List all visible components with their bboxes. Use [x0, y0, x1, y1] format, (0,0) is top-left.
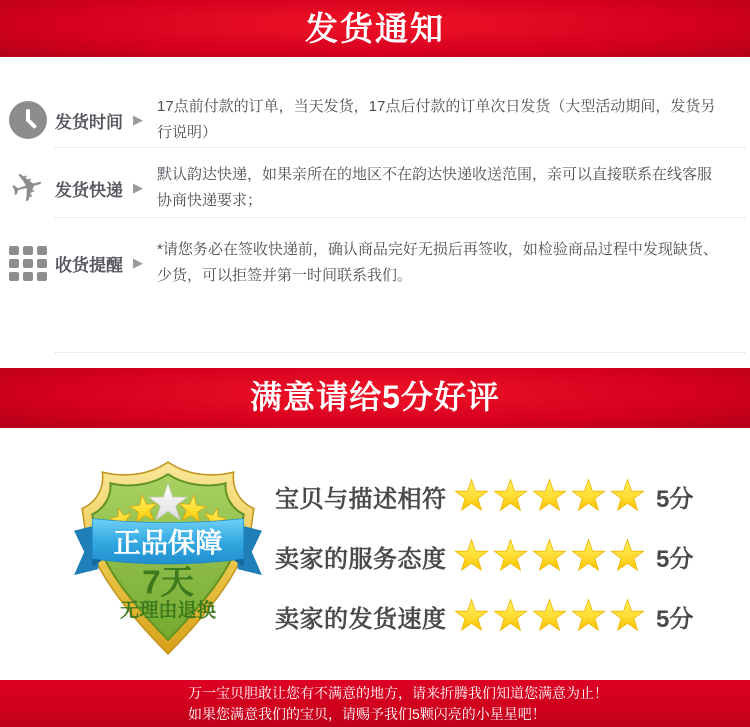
notice-label: 收货提醒: [55, 255, 123, 275]
authenticity-badge: [70, 458, 266, 660]
rating-score: 5分: [656, 605, 694, 633]
footer-line-2: 如果您满意我们的宝贝，请赐予我们5颗闪亮的小星星吧！: [188, 706, 546, 722]
notice-label: 发货时间: [55, 112, 123, 132]
footer-note: [0, 680, 750, 727]
star-icon: [570, 598, 607, 635]
star-rating: [453, 478, 646, 515]
badge-return-text: 无理由退换: [120, 600, 216, 622]
divider: [55, 147, 745, 148]
rating-score: 5分: [656, 485, 694, 513]
star-rating: [453, 538, 646, 575]
star-icon: [492, 538, 529, 575]
star-icon: [609, 538, 646, 575]
notice-label: 发货快递: [55, 180, 123, 200]
airplane-icon: ✈: [5, 162, 50, 214]
divider: [55, 352, 745, 353]
star-icon: [570, 538, 607, 575]
header-banner: [0, 0, 750, 57]
rating-score: 5分: [656, 545, 694, 573]
badge-ribbon-text: 正品保障: [113, 526, 223, 558]
divider: [55, 217, 745, 218]
page-title: 发货通知: [305, 10, 445, 47]
chevron-right-icon: ▶: [133, 255, 143, 270]
footer-line-1: 万一宝贝胆敢让您有不满意的地方，请来折腾我们知道您满意为止！: [188, 685, 608, 701]
rating-row-description: [275, 474, 693, 518]
notice-row-shipping-time: [0, 92, 750, 148]
star-icon: [453, 598, 490, 635]
star-icon: [492, 598, 529, 635]
rating-label: 宝贝与描述相符: [275, 485, 447, 513]
chevron-right-icon: ▶: [133, 112, 143, 127]
notice-text: 默认韵达快递，如果亲所在的地区不在韵达快递收送范围，亲可以直接联系在线客服协商快递要求；: [157, 166, 713, 209]
notice-row-express: [0, 156, 750, 220]
star-icon: [492, 478, 529, 515]
notice-text: *请您务必在签收快递前，确认商品完好无损后再签收，如检验商品过程中发现缺货、少货，可以拒签并第一时间联系我们。: [157, 241, 718, 284]
star-icon: [531, 478, 568, 515]
rating-banner-title: 满意请给5分好评: [250, 379, 500, 415]
badge-days-text: 7天: [142, 564, 194, 602]
notice-text: 17点前付款的订单，当天发货，17点后付款的订单次日发货（大型活动期间，发货另行说明）: [157, 98, 716, 141]
notice-row-receipt: [0, 230, 750, 296]
rating-label: 卖家的服务态度: [275, 545, 447, 573]
rating-banner: [0, 368, 750, 428]
star-icon: [531, 538, 568, 575]
rating-row-service: [275, 534, 693, 578]
star-icon: [609, 598, 646, 635]
chevron-right-icon: ▶: [133, 180, 143, 195]
star-icon: [531, 598, 568, 635]
star-icon: [570, 478, 607, 515]
star-icon: [453, 538, 490, 575]
star-icon: [453, 478, 490, 515]
rating-label: 卖家的发货速度: [275, 605, 447, 633]
star-icon: [609, 478, 646, 515]
rating-row-shipping-speed: [275, 594, 693, 638]
grid-icon: [0, 244, 55, 282]
clock-icon: [0, 100, 55, 140]
star-rating: [453, 598, 646, 635]
